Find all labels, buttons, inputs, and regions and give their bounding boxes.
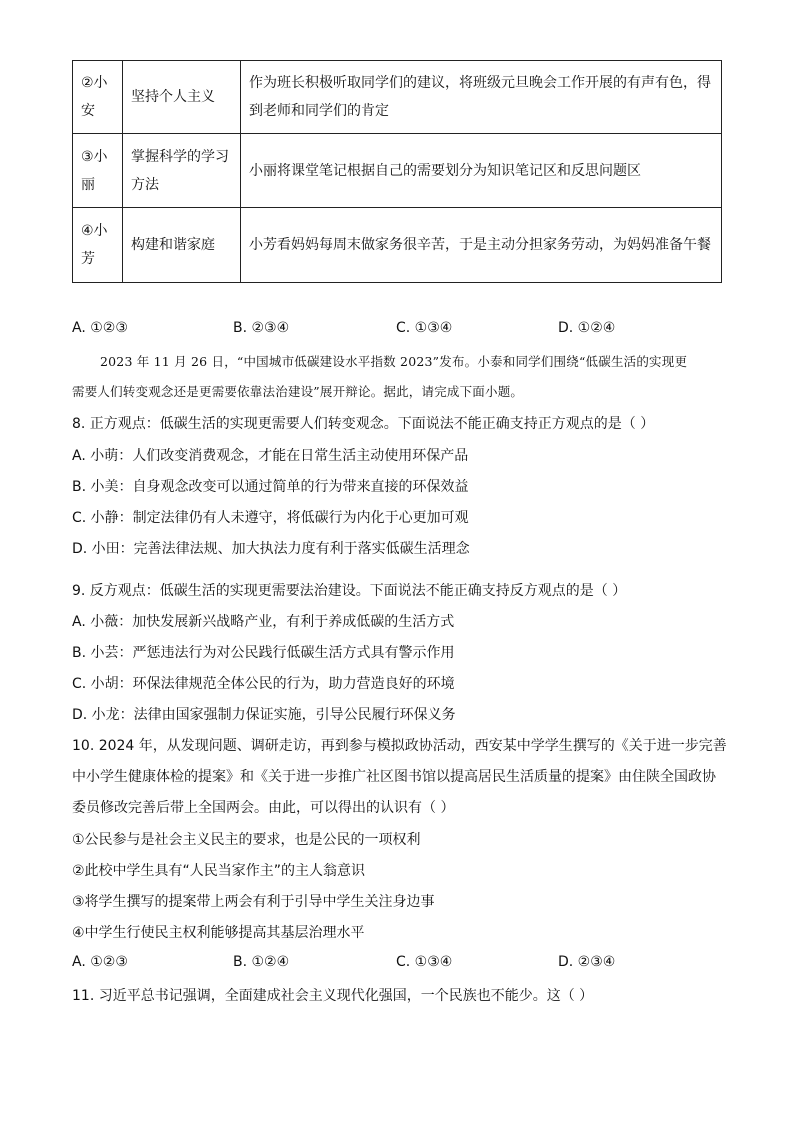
q10-statement-3: ③将学生撰写的提案带上两会有利于引导中学生关注身边事 <box>72 894 435 910</box>
q9-option-c[interactable]: C. 小胡：环保法律规范全体公民的行为，助力营造良好的环境 <box>72 676 455 692</box>
q10-stem-line-2: 中小学生健康体检的提案》和《关于进一步推广社区图书馆以提高居民生活质量的提案》由住陕全国政协 <box>72 769 716 785</box>
q10-stem-line-3: 委员修改完善后带上全国两会。由此，可以得出的认识有（ ） <box>72 800 455 816</box>
q9-option-d[interactable]: D. 小龙：法律由国家强制力保证实施，引导公民履行环保义务 <box>72 707 456 723</box>
table-cell-behavior: 小芳看妈妈每周末做家务很辛苦，于是主动分担家务劳动，为妈妈准备午餐 <box>241 208 722 283</box>
intro-line-2: 需要人们转变观念还是更需要依靠法治建设”展开辩论。据此，请完成下面小题。 <box>72 384 524 399</box>
q9-option-b[interactable]: B. 小芸：严惩违法行为对公民践行低碳生活方式具有警示作用 <box>72 645 455 661</box>
q7-option-c[interactable]: C. ①③④ <box>396 320 453 336</box>
q10-statement-1: ①公民参与是社会主义民主的要求，也是公民的一项权利 <box>72 832 421 848</box>
q10-statement-2: ②此校中学生具有“人民当家作主”的主人翁意识 <box>72 863 366 879</box>
q10-option-d[interactable]: D. ②③④ <box>558 954 616 970</box>
q7-option-d[interactable]: D. ①②④ <box>558 320 616 336</box>
q8-option-b[interactable]: B. 小美：自身观念改变可以通过简单的行为带来直接的环保效益 <box>72 479 469 495</box>
table-cell-behavior: 小丽将课堂笔记根据自己的需要划分为知识笔记区和反思问题区 <box>241 134 722 208</box>
case-table <box>72 60 722 283</box>
table-row <box>73 208 722 283</box>
q9-stem: 9. 反方观点：低碳生活的实现更需要法治建设。下面说法不能正确支持反方观点的是（ ） <box>72 583 627 599</box>
q7-option-b[interactable]: B. ②③④ <box>233 320 290 336</box>
q11-stem: 11. 习近平总书记强调，全面建成社会主义现代化强国，一个民族也不能少。这（ ） <box>72 988 594 1004</box>
table-cell-behavior: 作为班长积极听取同学们的建议，将班级元旦晚会工作开展的有声有色，得到老师和同学们的肯定 <box>241 61 722 134</box>
table-cell-name: ③小丽 <box>73 134 123 208</box>
q10-option-c[interactable]: C. ①③④ <box>396 954 453 970</box>
q8-option-d[interactable]: D. 小田：完善法律法规、加大执法力度有利于落实低碳生活理念 <box>72 541 470 557</box>
q7-option-a[interactable]: A. ①②③ <box>72 320 128 336</box>
table-cell-name: ②小安 <box>73 61 123 134</box>
table-row <box>73 61 722 134</box>
table-row <box>73 134 722 208</box>
q8-option-c[interactable]: C. 小静：制定法律仍有人未遵守，将低碳行为内化于心更加可观 <box>72 510 469 526</box>
q8-stem: 8. 正方观点：低碳生活的实现更需要人们转变观念。下面说法不能正确支持正方观点的是（ ） <box>72 416 655 432</box>
intro-line-1: 2023 年 11 月 26 日，“中国城市低碳建设水平指数 2023”发布。小泰和同学们围绕“低碳生活的实现更 <box>100 354 688 369</box>
q9-option-a[interactable]: A. 小薇：加快发展新兴战略产业，有利于养成低碳的生活方式 <box>72 614 455 630</box>
table-cell-practice: 掌握科学的学习方法 <box>123 134 241 208</box>
table-cell-practice: 坚持个人主义 <box>123 61 241 134</box>
q10-option-a[interactable]: A. ①②③ <box>72 954 128 970</box>
table-cell-practice: 构建和谐家庭 <box>123 208 241 283</box>
table-cell-name: ④小芳 <box>73 208 123 283</box>
q10-option-b[interactable]: B. ①②④ <box>233 954 290 970</box>
q10-stem-line-1: 10. 2024 年，从发现问题、调研走访，再到参与模拟政协活动，西安某中学学生撰写的《关于进一步完善 <box>72 738 727 754</box>
q8-option-a[interactable]: A. 小萌：人们改变消费观念，才能在日常生活主动使用环保产品 <box>72 448 469 464</box>
q10-statement-4: ④中学生行使民主权利能够提高其基层治理水平 <box>72 925 365 941</box>
